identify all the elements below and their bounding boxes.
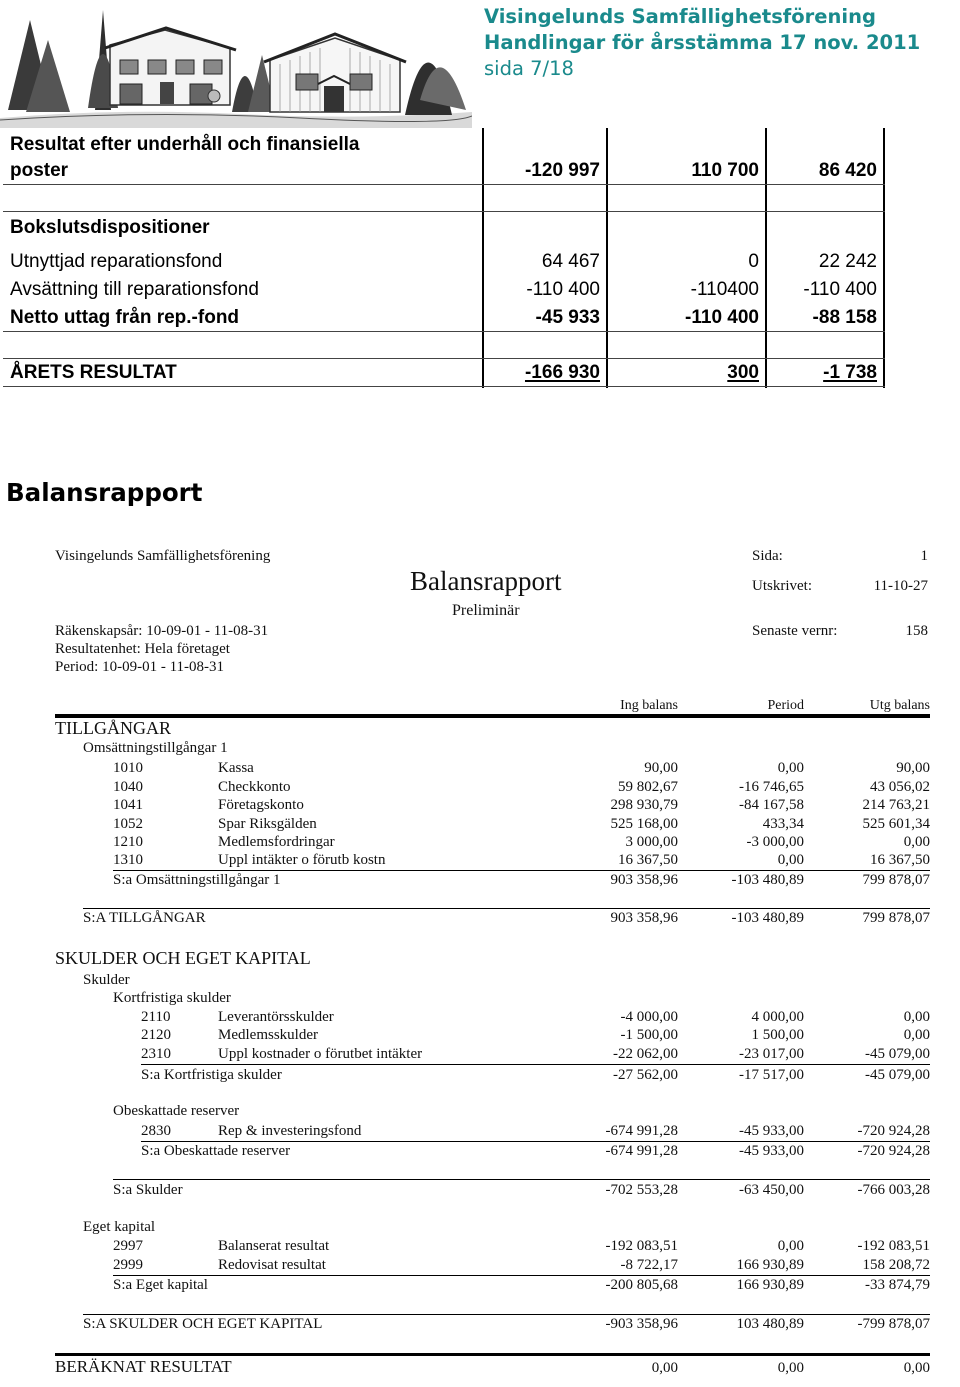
balansrapport-heading: Balansrapport bbox=[6, 478, 203, 507]
account-period: 0,00 bbox=[777, 1238, 804, 1254]
sum-tillgangar-ing: 903 358,96 bbox=[610, 910, 678, 926]
account-name: Medlemsfordringar bbox=[218, 834, 335, 850]
account-ing: 16 367,50 bbox=[618, 852, 678, 868]
account-number: 1040 bbox=[113, 779, 143, 795]
result-row-label-2: poster bbox=[10, 160, 69, 181]
account-utg: 214 763,21 bbox=[862, 797, 930, 813]
account-name: Leverantörsskulder bbox=[218, 1009, 334, 1025]
account-period: 166 930,89 bbox=[736, 1257, 804, 1273]
report-subtitle: Preliminär bbox=[452, 602, 520, 619]
sum-omsattning-utg: 799 878,07 bbox=[862, 872, 930, 888]
account-ing: -4 000,00 bbox=[620, 1009, 678, 1025]
sum-skulder-eget-kapital-label: S:A SKULDER OCH EGET KAPITAL bbox=[83, 1316, 323, 1332]
account-utg: -45 079,00 bbox=[865, 1046, 930, 1062]
account-name: Redovisat resultat bbox=[218, 1257, 326, 1273]
account-number: 2110 bbox=[141, 1009, 171, 1025]
account-number: 2997 bbox=[113, 1238, 143, 1254]
col-header-period: Period bbox=[767, 698, 804, 713]
account-name: Uppl intäkter o förutb kostn bbox=[218, 852, 386, 868]
sum-kortfristiga-period: -17 517,00 bbox=[739, 1067, 804, 1083]
sum-kortfristiga-ing: -27 562,00 bbox=[613, 1067, 678, 1083]
section-title-bokslutsdispositioner: Bokslutsdispositioner bbox=[10, 217, 210, 238]
total-v2: 300 bbox=[727, 362, 759, 383]
account-ing: 90,00 bbox=[644, 760, 678, 776]
row-label-utnyttjad: Utnyttjad reparationsfond bbox=[10, 251, 223, 272]
account-ing: 3 000,00 bbox=[625, 834, 678, 850]
account-period: -23 017,00 bbox=[739, 1046, 804, 1062]
account-utg: -192 083,51 bbox=[857, 1238, 930, 1254]
sum-eget-kapital-period: 166 930,89 bbox=[736, 1277, 804, 1293]
account-period: -16 746,65 bbox=[739, 779, 804, 795]
account-number: 2999 bbox=[113, 1257, 143, 1273]
account-name: Balanserat resultat bbox=[218, 1238, 330, 1254]
beraknat-resultat-ing: 0,00 bbox=[651, 1360, 678, 1376]
sum-obeskattade-utg: -720 924,28 bbox=[857, 1143, 930, 1159]
account-name: Medlemsskulder bbox=[218, 1027, 318, 1043]
row-netto-v1: -45 933 bbox=[535, 307, 600, 328]
row-avsattning-v2: -110400 bbox=[690, 279, 759, 300]
report-vernr-label: Senaste vernr: bbox=[752, 623, 838, 639]
account-number: 2310 bbox=[141, 1046, 171, 1062]
account-number: 1010 bbox=[113, 760, 143, 776]
account-ing: -192 083,51 bbox=[605, 1238, 678, 1254]
report-org: Visingelunds Samfällighetsförening bbox=[55, 548, 271, 564]
header-org: Visingelunds Samfällighetsförening bbox=[484, 5, 876, 28]
account-number: 1210 bbox=[113, 834, 143, 850]
account-utg: 90,00 bbox=[896, 760, 930, 776]
row-netto-v3: -88 158 bbox=[812, 307, 877, 328]
heading-skulder: Skulder bbox=[83, 972, 130, 988]
result-table bbox=[3, 128, 885, 390]
account-period: 0,00 bbox=[777, 760, 804, 776]
sum-skulder-eget-kapital-ing: -903 358,96 bbox=[605, 1316, 678, 1332]
sum-skulder-period: -63 450,00 bbox=[739, 1182, 804, 1198]
report-utskrivet-value: 11-10-27 bbox=[873, 578, 928, 594]
account-period: 4 000,00 bbox=[751, 1009, 804, 1025]
sum-skulder-ing: -702 553,28 bbox=[605, 1182, 678, 1198]
report-vernr-value: 158 bbox=[905, 623, 928, 639]
col-header-utg: Utg balans bbox=[869, 698, 930, 713]
account-ing: -674 991,28 bbox=[605, 1123, 678, 1139]
account-name: Rep & investeringsfond bbox=[218, 1123, 362, 1139]
document-header bbox=[484, 4, 920, 82]
report-sida-value: 1 bbox=[920, 548, 928, 564]
sum-obeskattade-label: S:a Obeskattade reserver bbox=[141, 1143, 291, 1159]
total-v1: -166 930 bbox=[524, 362, 600, 383]
account-number: 2830 bbox=[141, 1123, 171, 1139]
account-period: -3 000,00 bbox=[746, 834, 804, 850]
sum-kortfristiga-label: S:a Kortfristiga skulder bbox=[141, 1067, 282, 1083]
account-ing: 525 168,00 bbox=[610, 816, 678, 832]
account-number: 2120 bbox=[141, 1027, 171, 1043]
total-v3: -1 738 bbox=[823, 362, 877, 383]
sum-eget-kapital-ing: -200 805,68 bbox=[605, 1277, 678, 1293]
row-avsattning-v1: -110 400 bbox=[526, 279, 600, 300]
account-number: 1052 bbox=[113, 816, 143, 832]
account-utg: 43 056,02 bbox=[870, 779, 930, 795]
heading-omsattningstillgangar: Omsättningstillgångar 1 bbox=[83, 740, 228, 756]
account-ing: -22 062,00 bbox=[613, 1046, 678, 1062]
header-page-number: sida 7/18 bbox=[484, 57, 574, 80]
heading-eget-kapital: Eget kapital bbox=[83, 1219, 156, 1235]
result-row-label-1: Resultat efter underhåll och finansiella bbox=[10, 134, 360, 155]
header-subtitle: Handlingar för årsstämma 17 nov. 2011 bbox=[484, 31, 921, 54]
sum-skulder-eget-kapital-period: 103 480,89 bbox=[736, 1316, 804, 1332]
beraknat-resultat-utg: 0,00 bbox=[903, 1360, 930, 1376]
account-ing: -8 722,17 bbox=[620, 1257, 678, 1273]
sum-kortfristiga-utg: -45 079,00 bbox=[865, 1067, 930, 1083]
account-period: 1 500,00 bbox=[751, 1027, 804, 1043]
report-fiscal-year: Räkenskapsår: 10-09-01 - 11-08-31 bbox=[55, 623, 269, 639]
sum-eget-kapital-label: S:a Eget kapital bbox=[113, 1277, 208, 1293]
account-name: Spar Riksgälden bbox=[218, 816, 317, 832]
sum-omsattning-ing: 903 358,96 bbox=[610, 872, 678, 888]
beraknat-resultat-label: BERÄKNAT RESULTAT bbox=[55, 1357, 232, 1376]
account-utg: 0,00 bbox=[903, 1027, 930, 1043]
row-label-netto: Netto uttag från rep.-fond bbox=[10, 307, 240, 328]
account-number: 1041 bbox=[113, 797, 143, 813]
sum-skulder-eget-kapital-utg: -799 878,07 bbox=[857, 1316, 930, 1332]
account-utg: 16 367,50 bbox=[870, 852, 930, 868]
total-label: ÅRETS RESULTAT bbox=[10, 362, 177, 383]
balance-report-scan bbox=[0, 530, 960, 1387]
report-sida-label: Sida: bbox=[752, 548, 783, 564]
account-utg: 0,00 bbox=[903, 1009, 930, 1025]
row-utnyttjad-v1: 64 467 bbox=[541, 251, 600, 272]
row-label-avsattning: Avsättning till reparationsfond bbox=[10, 279, 259, 300]
sum-omsattning-label: S:a Omsättningstillgångar 1 bbox=[113, 872, 281, 888]
report-title: Balansrapport bbox=[410, 566, 562, 596]
beraknat-resultat-period: 0,00 bbox=[777, 1360, 804, 1376]
row-netto-v2: -110 400 bbox=[685, 307, 759, 328]
heading-obeskattade-reserver: Obeskattade reserver bbox=[113, 1103, 240, 1119]
report-result-unit: Resultatenhet: Hela företaget bbox=[55, 641, 230, 657]
account-utg: 0,00 bbox=[903, 834, 930, 850]
sum-obeskattade-ing: -674 991,28 bbox=[605, 1143, 678, 1159]
account-period: 0,00 bbox=[777, 852, 804, 868]
account-utg: 525 601,34 bbox=[862, 816, 930, 832]
row-avsattning-v3: -110 400 bbox=[803, 279, 877, 300]
sum-tillgangar-period: -103 480,89 bbox=[731, 910, 804, 926]
account-ing: 59 802,67 bbox=[618, 779, 678, 795]
heading-tillgangar: TILLGÅNGAR bbox=[55, 718, 171, 738]
account-name: Uppl kostnader o förutbet intäkter bbox=[218, 1046, 423, 1062]
account-period: -45 933,00 bbox=[739, 1123, 804, 1139]
report-utskrivet-label: Utskrivet: bbox=[752, 578, 812, 594]
sum-obeskattade-period: -45 933,00 bbox=[739, 1143, 804, 1159]
sum-skulder-label: S:a Skulder bbox=[113, 1182, 183, 1198]
sum-eget-kapital-utg: -33 874,79 bbox=[865, 1277, 930, 1293]
account-utg: 158 208,72 bbox=[862, 1257, 930, 1273]
account-number: 1310 bbox=[113, 852, 143, 868]
result-row-value-2: 110 700 bbox=[691, 160, 759, 181]
account-ing: -1 500,00 bbox=[620, 1027, 678, 1043]
heading-kortfristiga-skulder: Kortfristiga skulder bbox=[113, 990, 231, 1006]
sum-omsattning-period: -103 480,89 bbox=[731, 872, 804, 888]
account-period: 433,34 bbox=[762, 816, 804, 832]
report-period: Period: 10-09-01 - 11-08-31 bbox=[55, 659, 224, 675]
row-utnyttjad-v3: 22 242 bbox=[818, 251, 877, 272]
col-header-ing: Ing balans bbox=[620, 698, 678, 713]
account-name: Kassa bbox=[218, 760, 254, 776]
result-row-value-3: 86 420 bbox=[818, 160, 877, 181]
account-utg: -720 924,28 bbox=[857, 1123, 930, 1139]
row-utnyttjad-v2: 0 bbox=[748, 251, 759, 272]
account-name: Företagskonto bbox=[218, 797, 304, 813]
result-row-value-1: -120 997 bbox=[524, 160, 600, 181]
account-ing: 298 930,79 bbox=[610, 797, 678, 813]
sum-tillgangar-label: S:A TILLGÅNGAR bbox=[83, 910, 206, 926]
account-period: -84 167,58 bbox=[739, 797, 804, 813]
sum-skulder-utg: -766 003,28 bbox=[857, 1182, 930, 1198]
header-house-illustration bbox=[0, 0, 472, 128]
account-name: Checkkonto bbox=[218, 779, 291, 795]
sum-tillgangar-utg: 799 878,07 bbox=[862, 910, 930, 926]
heading-skulder-eget-kapital: SKULDER OCH EGET KAPITAL bbox=[55, 948, 311, 968]
